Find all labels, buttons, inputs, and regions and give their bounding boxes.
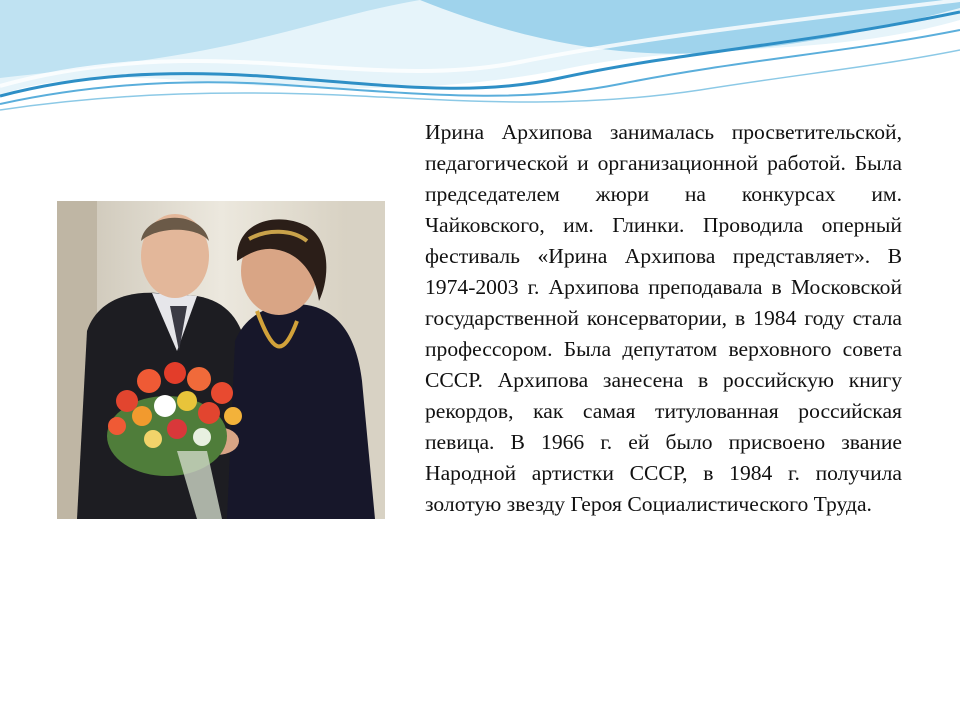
photo-award-ceremony [57,201,385,519]
slide-body-text: Ирина Архипова занималась просветительской, педагогической и организационной работой. Была председателем жюри на конкурсах им. Чайковского, им. Глинки. Проводила оперный фестиваль «Ирина Архипова представляет». В 1974-2003 г. Архипова преподавала в Московской государственной консерватории, в 1984 году стала профессором. Была депутатом верховного совета СССР. Архипова занесена в российскую книгу рекордов, как самая титулованная российская певица. В 1966 г. ей было присвоено звание Народной артистки СССР, в 1984 г. получила золотую звезду Героя Социалистического Труда. [425,120,902,516]
wave-header-decoration [0,0,960,120]
photo-portrait-icon [57,201,385,519]
